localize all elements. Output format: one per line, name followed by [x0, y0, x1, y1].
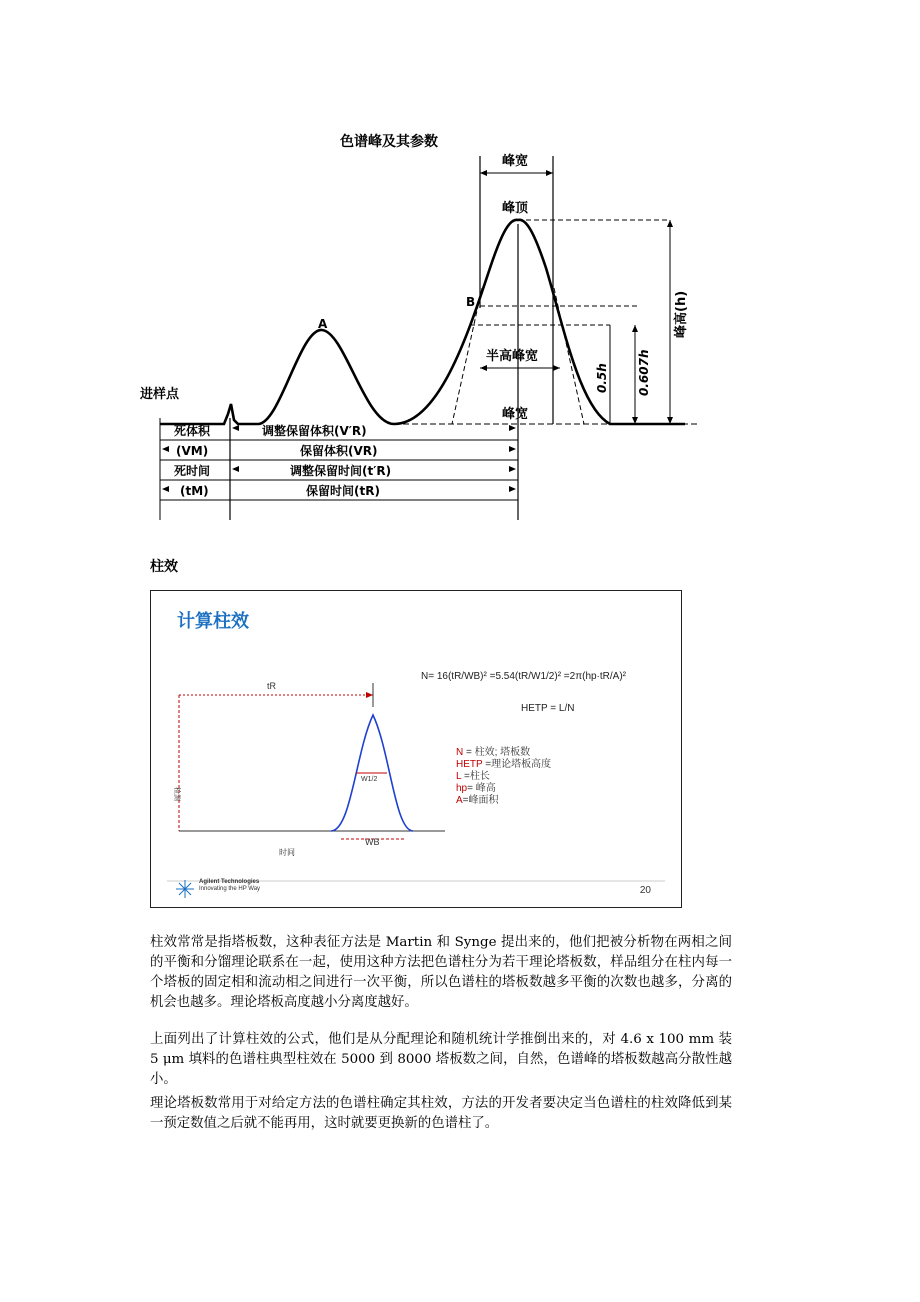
- label-peak-top: 峰顶: [502, 201, 529, 216]
- row2-right: 保留体积(VR): [300, 444, 378, 458]
- row2-left: (VM): [176, 444, 209, 458]
- formula-hetp: HETP = L/N: [521, 703, 575, 714]
- agilent-spark-logo: [176, 880, 194, 898]
- row1-left: 死体积: [174, 424, 211, 438]
- slide-title: 计算柱效: [177, 611, 249, 632]
- label-injection-point: 进样点: [140, 387, 180, 402]
- label-point-a: A: [318, 317, 328, 331]
- column-efficiency-slide: [150, 590, 682, 908]
- formula-n: N= 16(tR/WB)² =5.54(tR/W1/2)² =2π(hp·tR/A)²: [421, 671, 626, 682]
- w-half-label: W1/2: [361, 776, 378, 783]
- label-0607h: 0.607h: [637, 349, 651, 396]
- slide-diagram: [151, 591, 681, 907]
- row3-left: 死时间: [174, 464, 211, 478]
- row1-right: 调整保留体积(V′R): [262, 424, 367, 438]
- slide-page-number: 20: [639, 885, 651, 896]
- section-title: 柱效: [150, 559, 178, 575]
- paragraph-3: 理论塔板数常用于对给定方法的色谱柱确定其柱效，方法的开发者要决定当色谱柱的柱效降低到某一预定数值之后就不能再用，这时就要更换新的色谱柱了。: [150, 1096, 732, 1131]
- label-half-height-width: 半高峰宽: [486, 349, 539, 364]
- chromatogram-parameters-figure: [140, 128, 700, 528]
- legend-item: N = 柱效; 塔板数: [456, 747, 531, 758]
- legend: [456, 747, 551, 807]
- legend-item: L =柱长: [456, 771, 490, 782]
- label-peak-width-top: 峰宽: [502, 154, 529, 169]
- row4-right: 保留时间(tR): [306, 484, 380, 498]
- legend-item: HETP =理论塔板高度: [456, 759, 552, 770]
- wb-label: WB: [365, 837, 380, 847]
- label-half-h: 0.5h: [595, 363, 609, 393]
- figure-title: 色谱峰及其参数: [340, 134, 438, 150]
- brand-name: Agilent Technologies: [199, 879, 260, 885]
- legend-item: A=峰面积: [456, 795, 499, 806]
- y-axis-label: 检测: [173, 787, 180, 801]
- paragraph-1: 柱效常常是指塔板数，这种表征方法是 Martin 和 Synge 提出来的，他们把被分析物在两相之间的平衡和分馏理论联系在一起，使用这种方法把色谱柱分为若干理论塔板数，样品组分在柱内每一个塔板的固定相和流动相之间进行一次平衡，所以色谱柱的塔板数越多平衡的次数也越多，分离的机会也越多。理论塔板高度越小分离度越好。: [150, 935, 732, 1010]
- chromatogram-diagram: [140, 128, 700, 528]
- label-peak-height: 峰高(h): [674, 290, 689, 338]
- legend-item: hp= 峰高: [456, 783, 496, 794]
- row3-right: 调整保留时间(t′R): [290, 464, 392, 478]
- label-peak-width-base: 峰宽: [502, 407, 529, 422]
- x-axis-label: 时间: [279, 848, 295, 857]
- label-point-b: B: [466, 295, 476, 309]
- paragraph-2: 上面列出了计算柱效的公式，他们是从分配理论和随机统计学推倒出来的，对 4.6 x 100 mm 装 5 μm 填料的色谱柱典型柱效在 5000 到 8000 塔板数之间，自然，色谱峰的塔板数越高分散性越小。: [150, 1032, 732, 1087]
- row4-left: (tM): [180, 484, 209, 498]
- tr-label: tR: [267, 681, 276, 691]
- brand-tagline: Innovating the HP Way: [199, 886, 261, 892]
- brand: [199, 879, 260, 893]
